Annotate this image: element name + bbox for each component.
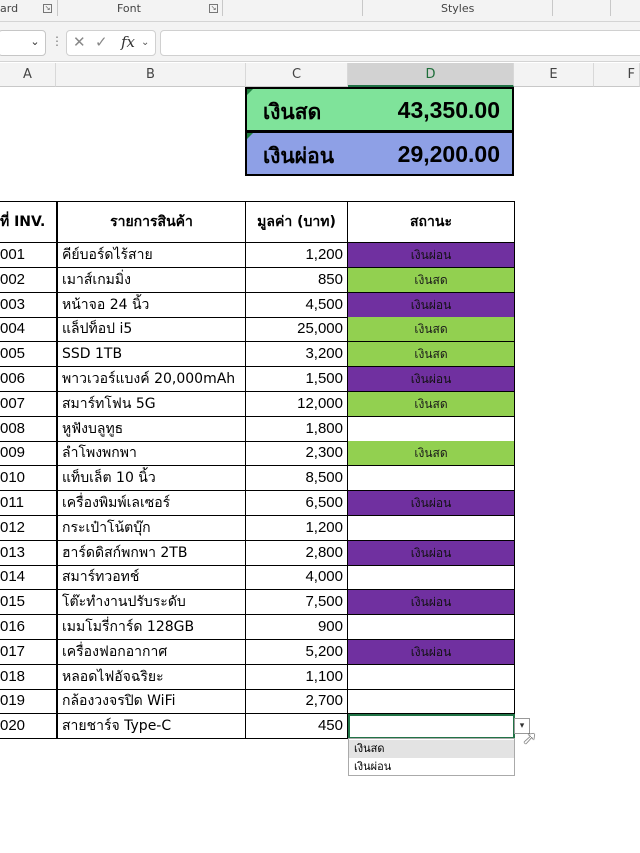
- status-cell[interactable]: เงินสด: [348, 342, 515, 367]
- item-name-cell[interactable]: เมาส์เกมมิ่ง: [57, 268, 246, 293]
- chevron-down-icon[interactable]: ⌄: [30, 35, 40, 48]
- item-name-cell[interactable]: ฮาร์ดดิสก์พกพา 2TB: [57, 541, 246, 566]
- item-name-cell[interactable]: โต๊ะทำงานปรับระดับ: [57, 590, 246, 615]
- header-value[interactable]: มูลค่า (บาท): [246, 201, 348, 243]
- item-value-cell[interactable]: 850: [246, 268, 348, 293]
- item-value-cell[interactable]: 6,500: [246, 491, 348, 516]
- more-dots-icon[interactable]: ⋮: [51, 34, 63, 48]
- status-cell[interactable]: [348, 516, 515, 541]
- item-name-cell[interactable]: หลอดไฟอัจฉริยะ: [57, 665, 246, 690]
- clipboard-launcher-icon[interactable]: ↘: [44, 4, 51, 12]
- comment-indicator-icon: [247, 89, 253, 95]
- invoice-id-cell[interactable]: 018: [0, 665, 57, 690]
- ribbon-divider: [222, 0, 223, 16]
- invoice-id-cell[interactable]: 002: [0, 268, 57, 293]
- item-value-cell[interactable]: 5,200: [246, 640, 348, 665]
- chevron-down-icon[interactable]: ⌄: [141, 37, 150, 48]
- installment-total-label: เงินผ่อน: [263, 144, 335, 168]
- invoice-id-cell[interactable]: 008: [0, 417, 57, 442]
- invoice-id-cell[interactable]: 016: [0, 615, 57, 640]
- status-cell[interactable]: [348, 615, 515, 640]
- item-value-cell[interactable]: 4,500: [246, 293, 348, 318]
- status-dropdown-list: [348, 738, 515, 776]
- status-cell[interactable]: เงินผ่อน: [348, 243, 515, 268]
- comment-indicator-icon: [247, 133, 253, 139]
- item-value-cell[interactable]: 2,700: [246, 689, 348, 714]
- invoice-id-cell[interactable]: 007: [0, 392, 57, 417]
- enter-icon[interactable]: ✓: [95, 33, 108, 51]
- font-launcher-icon[interactable]: ↘: [210, 4, 217, 12]
- ribbon-divider: [610, 0, 611, 16]
- item-value-cell[interactable]: 25,000: [246, 317, 348, 342]
- invoice-id-cell[interactable]: 012: [0, 516, 57, 541]
- item-value-cell[interactable]: 450: [246, 714, 348, 739]
- header-status[interactable]: สถานะ: [348, 201, 515, 243]
- item-value-cell[interactable]: 1,100: [246, 665, 348, 690]
- column-header-c[interactable]: C: [246, 63, 348, 87]
- status-cell[interactable]: [348, 466, 515, 491]
- invoice-id-cell[interactable]: 020: [0, 714, 57, 739]
- insert-function-icon[interactable]: fx: [121, 33, 136, 51]
- cancel-icon[interactable]: ✕: [73, 33, 86, 51]
- status-cell[interactable]: เงินผ่อน: [348, 640, 515, 665]
- cash-total-label: เงินสด: [263, 100, 322, 124]
- ribbon-divider: [362, 0, 363, 16]
- status-cell[interactable]: เงินผ่อน: [348, 590, 515, 615]
- status-cell[interactable]: [348, 665, 515, 690]
- item-name-cell[interactable]: เครื่องพิมพ์เลเซอร์: [57, 491, 246, 516]
- item-name-cell[interactable]: เครื่องฟอกอากาศ: [57, 640, 246, 665]
- dropdown-option-cash[interactable]: เงินสด: [349, 740, 514, 758]
- cash-total-box[interactable]: [245, 87, 514, 132]
- dropdown-arrow-icon[interactable]: ▾: [514, 718, 530, 734]
- clipboard-group-label: ard: [0, 2, 19, 15]
- installment-total-value: 29,200.00: [397, 141, 500, 167]
- dropdown-option-installment[interactable]: เงินผ่อน: [354, 760, 392, 773]
- item-value-cell[interactable]: 2,800: [246, 541, 348, 566]
- font-group-label: Font: [117, 2, 141, 15]
- ribbon: [0, 0, 640, 22]
- item-name-cell[interactable]: หน้าจอ 24 นิ้ว: [57, 293, 246, 318]
- status-cell[interactable]: เงินผ่อน: [348, 541, 515, 566]
- invoice-id-cell[interactable]: 003: [0, 293, 57, 318]
- invoice-id-cell[interactable]: 006: [0, 367, 57, 392]
- item-value-cell[interactable]: 8,500: [246, 466, 348, 491]
- item-value-cell[interactable]: 2,300: [246, 441, 348, 466]
- status-cell[interactable]: เงินสด: [348, 268, 515, 293]
- mouse-cursor-icon: ➚: [522, 728, 538, 749]
- item-value-cell[interactable]: 3,200: [246, 342, 348, 367]
- column-header-a[interactable]: A: [0, 63, 56, 87]
- header-item[interactable]: รายการสินค้า: [57, 201, 246, 243]
- invoice-id-cell[interactable]: 004: [0, 317, 57, 342]
- status-cell[interactable]: เงินผ่อน: [348, 491, 515, 516]
- item-name-cell[interactable]: สมาร์ทโฟน 5G: [57, 392, 246, 417]
- styles-group-label: Styles: [441, 2, 475, 15]
- invoice-id-cell[interactable]: 011: [0, 491, 57, 516]
- item-name-cell[interactable]: กล้องวงจรปิด WiFi: [57, 689, 246, 714]
- invoice-id-cell[interactable]: 017: [0, 640, 57, 665]
- item-name-cell[interactable]: สมาร์ทวอทช์: [57, 565, 246, 590]
- cash-total-value: 43,350.00: [397, 97, 500, 123]
- invoice-id-cell[interactable]: 009: [0, 441, 57, 466]
- invoice-id-cell[interactable]: 010: [0, 466, 57, 491]
- status-cell[interactable]: [348, 417, 515, 442]
- formula-bar: [0, 22, 640, 62]
- column-header-e[interactable]: E: [514, 63, 594, 87]
- invoice-id-cell[interactable]: 015: [0, 590, 57, 615]
- status-cell[interactable]: [348, 565, 515, 590]
- item-value-cell[interactable]: 1,200: [246, 516, 348, 541]
- item-value-cell[interactable]: 1,200: [246, 243, 348, 268]
- invoice-id-cell[interactable]: 013: [0, 541, 57, 566]
- status-cell[interactable]: [348, 714, 515, 739]
- status-cell[interactable]: เงินสด: [348, 392, 515, 417]
- item-name-cell[interactable]: ลำโพงพกพา: [57, 441, 246, 466]
- item-name-cell[interactable]: สายชาร์จ Type-C: [57, 714, 246, 739]
- item-name-cell[interactable]: แท็บเล็ต 10 นิ้ว: [57, 466, 246, 491]
- item-value-cell[interactable]: 7,500: [246, 590, 348, 615]
- item-value-cell[interactable]: 1,800: [246, 417, 348, 442]
- formula-buttons: [66, 30, 156, 56]
- status-cell[interactable]: เงินสด: [348, 441, 515, 466]
- item-name-cell[interactable]: SSD 1TB: [57, 342, 246, 367]
- status-cell[interactable]: [348, 689, 515, 714]
- formula-input[interactable]: [160, 30, 640, 56]
- ribbon-divider: [57, 0, 58, 16]
- status-cell[interactable]: เงินผ่อน: [348, 367, 515, 392]
- column-header-b[interactable]: B: [56, 63, 246, 87]
- item-name-cell[interactable]: กระเป๋าโน้ตบุ๊ก: [57, 516, 246, 541]
- invoice-id-cell[interactable]: 005: [0, 342, 57, 367]
- item-value-cell[interactable]: 12,000: [246, 392, 348, 417]
- item-value-cell[interactable]: 4,000: [246, 565, 348, 590]
- item-name-cell[interactable]: แล็ปท็อป i5: [57, 317, 246, 342]
- status-cell[interactable]: เงินผ่อน: [348, 293, 515, 318]
- item-value-cell[interactable]: 900: [246, 615, 348, 640]
- status-cell[interactable]: เงินสด: [348, 317, 515, 342]
- header-invoice-no[interactable]: ที่ INV.: [0, 201, 57, 243]
- invoice-id-cell[interactable]: 001: [0, 243, 57, 268]
- column-header-d[interactable]: D: [348, 63, 514, 87]
- item-name-cell[interactable]: เมมโมรี่การ์ด 128GB: [57, 615, 246, 640]
- item-name-cell[interactable]: พาวเวอร์แบงค์ 20,000mAh: [57, 367, 246, 392]
- invoice-id-cell[interactable]: 014: [0, 565, 57, 590]
- invoice-id-cell[interactable]: 019: [0, 689, 57, 714]
- item-value-cell[interactable]: 1,500: [246, 367, 348, 392]
- column-header-f[interactable]: F: [594, 63, 640, 87]
- installment-total-box[interactable]: [245, 131, 514, 176]
- item-name-cell[interactable]: คีย์บอร์ดไร้สาย: [57, 243, 246, 268]
- item-name-cell[interactable]: หูฟังบลูทูธ: [57, 417, 246, 442]
- ribbon-divider: [552, 0, 553, 16]
